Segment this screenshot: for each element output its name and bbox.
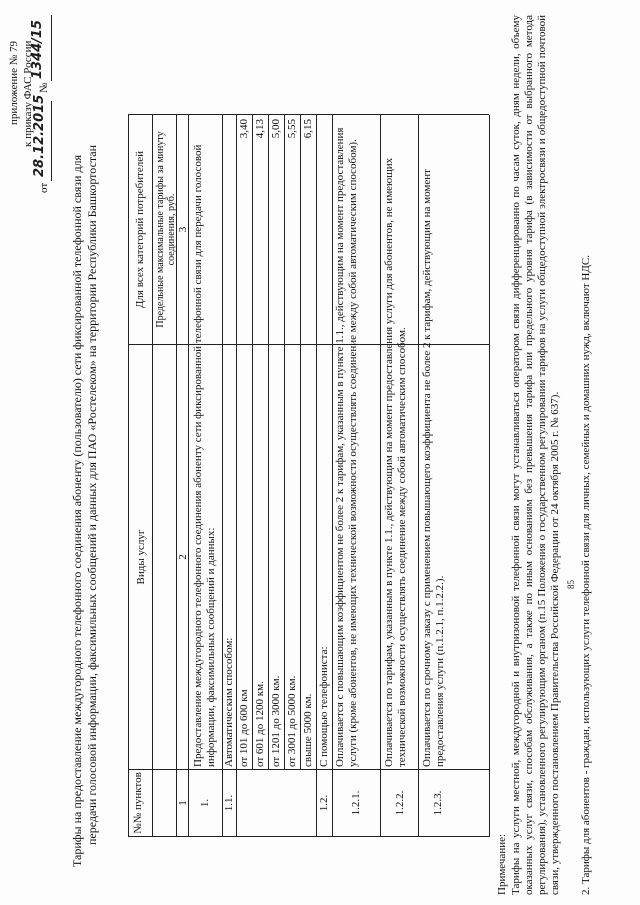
- row-number: 1.: [199, 798, 211, 808]
- row-text: от 3001 до 5000 км.: [286, 675, 298, 767]
- row-text: Оплачивается по срочному заказу с применением повышающего коэффициента не более 2 к тарифам, действующим на момент предоставления услуги (п.1.2.1, п.1.2.2.).: [421, 169, 446, 767]
- header-col-consumers: Для всех категорий потребителей: [134, 150, 146, 309]
- header-divider-1: [152, 115, 153, 837]
- header-col-services: Виды услуг: [135, 529, 147, 585]
- row-divider: [300, 115, 301, 770]
- row-divider: [284, 115, 285, 770]
- row-divider: [316, 115, 317, 837]
- row-text: от 601 до 1200 км.: [254, 681, 266, 767]
- row-divider: [252, 115, 253, 770]
- row-text: Оплачивается с повышающим коэффициентом не более 2 к тарифам, указанным в пункте 1.1., действующим на момент предоставления услуги (кроме абонентов, не имеющих технической возможности осуществлять соединение между собой автоматическим способом).: [334, 127, 359, 767]
- colnum-3: 3: [177, 226, 189, 233]
- row-number: 1.2.1.: [350, 790, 362, 816]
- row-value: 4,13: [254, 119, 266, 139]
- header-col-max-tariffs: Предельные максимальные тарифы за минуту соединения, руб.: [155, 131, 177, 328]
- handwritten-number: 1344/15: [30, 19, 45, 79]
- row-text: Предоставление междугородного телефонного соединения абоненту сети фиксированной телефонной связи для передачи голосовой информации, факсимильных сообщений и данных:: [192, 144, 217, 767]
- row-text: С помощью телефониста:: [318, 646, 330, 767]
- row-value: 5,00: [270, 119, 282, 139]
- document-title-line2: передачи голосовой информации, факсимильных сообщений и данных для ПАО «Ростелеком» на территории Республики Башкортостан: [85, 144, 99, 845]
- row-text: свыше 5000 км.: [302, 693, 314, 767]
- document-title-line1: Тарифы на предоставление междугородного телефонного соединения абоненту (пользователю) сети фиксированной телефонной связи для: [70, 154, 84, 867]
- appendix-label: приложение № 79: [8, 41, 20, 125]
- number-sign: №: [38, 82, 50, 93]
- colnum-2: 2: [177, 554, 189, 560]
- row-divider: [268, 115, 269, 770]
- row-divider: [380, 115, 381, 837]
- row-divider: [418, 115, 419, 837]
- row-divider: [236, 115, 237, 837]
- row-text: от 101 до 600 км: [238, 689, 250, 767]
- row-text: от 1201 до 3000 км.: [270, 675, 282, 767]
- row-number: 1.1.: [223, 794, 235, 812]
- row-divider: [332, 115, 333, 837]
- row-number: 1.2.3.: [432, 790, 444, 816]
- header-col-number: №№ пунктов: [132, 772, 144, 834]
- date-prefix: от: [38, 182, 50, 193]
- date-underline: [51, 101, 52, 181]
- row-number: 1.2.2.: [394, 790, 406, 816]
- page-number: 85: [566, 580, 576, 589]
- handwritten-date: 28.12.2015: [32, 94, 47, 177]
- number-underline: [51, 15, 52, 81]
- colnum-1: 1: [177, 800, 189, 806]
- col-divider-1: [128, 769, 489, 770]
- order-reference: к приказу ФАС России: [22, 40, 34, 147]
- row-text: Оплачивается по тарифам, указанным в пункте 1.1., действующим на момент предоставления услуги для абонентов, не имеющих технической возможности осуществлять соединение между собой автоматическим способом.: [383, 157, 408, 767]
- notes-paragraph-1: Тарифы на услуги местной, междугородной и внутризоновой телефонной связи могут устанавливаться оператором связи дифференцированно по часам суток, дням недели, объему оказанных услуг связи, способам обслуживания, а также по иным основаниям без превышения тарифа или предельного уровня тарифа (в зависимости от выбранного метода регулирования), установленного регулирующим органом (п.15 Положения о государственном регулировании тарифов на услуги общедоступной электросвязи и общедоступной почтовой связи, утвержденного постановлением Правительства Российской Федерации от 24 октября 2005 г. № 637).: [510, 15, 561, 895]
- row-number: 1.2.: [318, 794, 330, 812]
- row-value: 5,55: [286, 119, 298, 139]
- notes-paragraph-2: 2. Тарифы для абонентов - граждан, использующих услуги телефонной связи для личных, семейных и домашних нужд, включают НДС.: [580, 255, 592, 895]
- notes-label: Примечание:: [496, 833, 508, 895]
- row-value: 6,15: [302, 119, 314, 139]
- row-value: 3,40: [238, 119, 250, 139]
- row-text: Автоматическим способом:: [223, 637, 235, 767]
